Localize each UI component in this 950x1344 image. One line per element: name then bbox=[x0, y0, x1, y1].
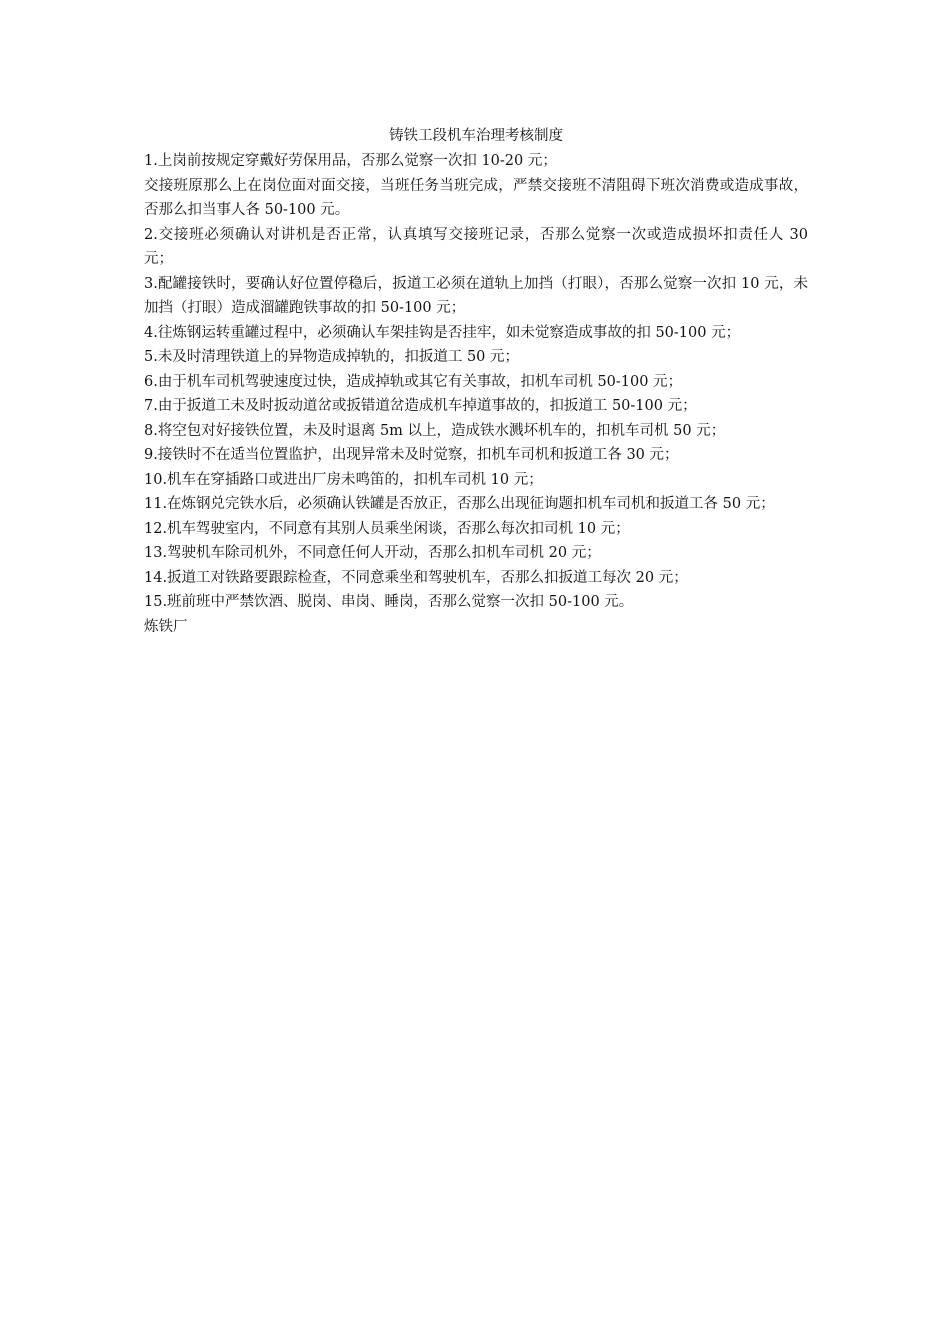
document-page bbox=[144, 124, 808, 639]
rule-item: 10.机车在穿插路口或进出厂房未鸣笛的，扣机车司机 10 元； bbox=[144, 471, 543, 488]
rule-item: 7.由于扳道工未及时扳动道岔或扳错道岔造成机车掉道事故的，扣扳道工 50-100 元； bbox=[144, 398, 697, 414]
rule-item: 3.配罐接铁时，要确认好位置停稳后，扳道工必须在道轨上加挡（打眼），否那么觉察一次扣 10 元，未加挡（打眼）造成溜罐跑铁事故的扣 50-100 元； bbox=[144, 275, 808, 316]
rule-item: 5.未及时清理铁道上的异物造成掉轨的，扣扳道工 50 元； bbox=[144, 349, 520, 365]
rule-item: 交接班原那么上在岗位面对面交接，当班任务当班完成，严禁交接班不清阻碍下班次消费或造成事故，否那么扣当事人各 50-100 元。 bbox=[144, 177, 808, 218]
rule-item: 8.将空包对好接铁位置，未及时退离 5m 以上，造成铁水溅坏机车的，扣机车司机 50 元； bbox=[144, 422, 726, 439]
rule-item: 1.上岗前按规定穿戴好劳保用品，否那么觉察一次扣 10-20 元； bbox=[144, 153, 557, 169]
signature-org: 炼铁厂 bbox=[144, 618, 188, 635]
rule-item: 14.扳道工对铁路要跟踪检查，不同意乘坐和驾驶机车，否那么扣扳道工每次 20 元； bbox=[144, 569, 688, 586]
rule-item: 12.机车驾驶室内，不同意有其别人员乘坐闲谈，否那么每次扣司机 10 元； bbox=[144, 520, 630, 537]
rule-item: 6.由于机车司机驾驶速度过快，造成掉轨或其它有关事故，扣机车司机 50-100 元； bbox=[144, 373, 683, 390]
rule-item: 13.驾驶机车除司机外，不同意任何人开动，否那么扣机车司机 20 元； bbox=[144, 545, 601, 561]
rule-item: 11.在炼钢兑完铁水后，必须确认铁罐是否放正，否那么出现征询题扣机车司机和扳道工各 50 元； bbox=[144, 496, 775, 512]
rule-item: 9.接铁时不在适当位置监护，出现异常未及时觉察，扣机车司机和扳道工各 30 元； bbox=[144, 447, 679, 463]
document-title: 铸铁工段机车治理考核制度 bbox=[389, 128, 563, 144]
rule-item: 2.交接班必须确认对讲机是否正常，认真填写交接班记录，否那么觉察一次或造成损坏扣责任人 30 元； bbox=[144, 226, 808, 267]
rule-item: 4.往炼钢运转重罐过程中，必须确认车架挂钩是否挂牢，如未觉察造成事故的扣 50-100 元； bbox=[144, 324, 741, 341]
rule-item: 15.班前班中严禁饮酒、脱岗、串岗、睡岗，否那么觉察一次扣 50-100 元。 bbox=[144, 594, 634, 610]
